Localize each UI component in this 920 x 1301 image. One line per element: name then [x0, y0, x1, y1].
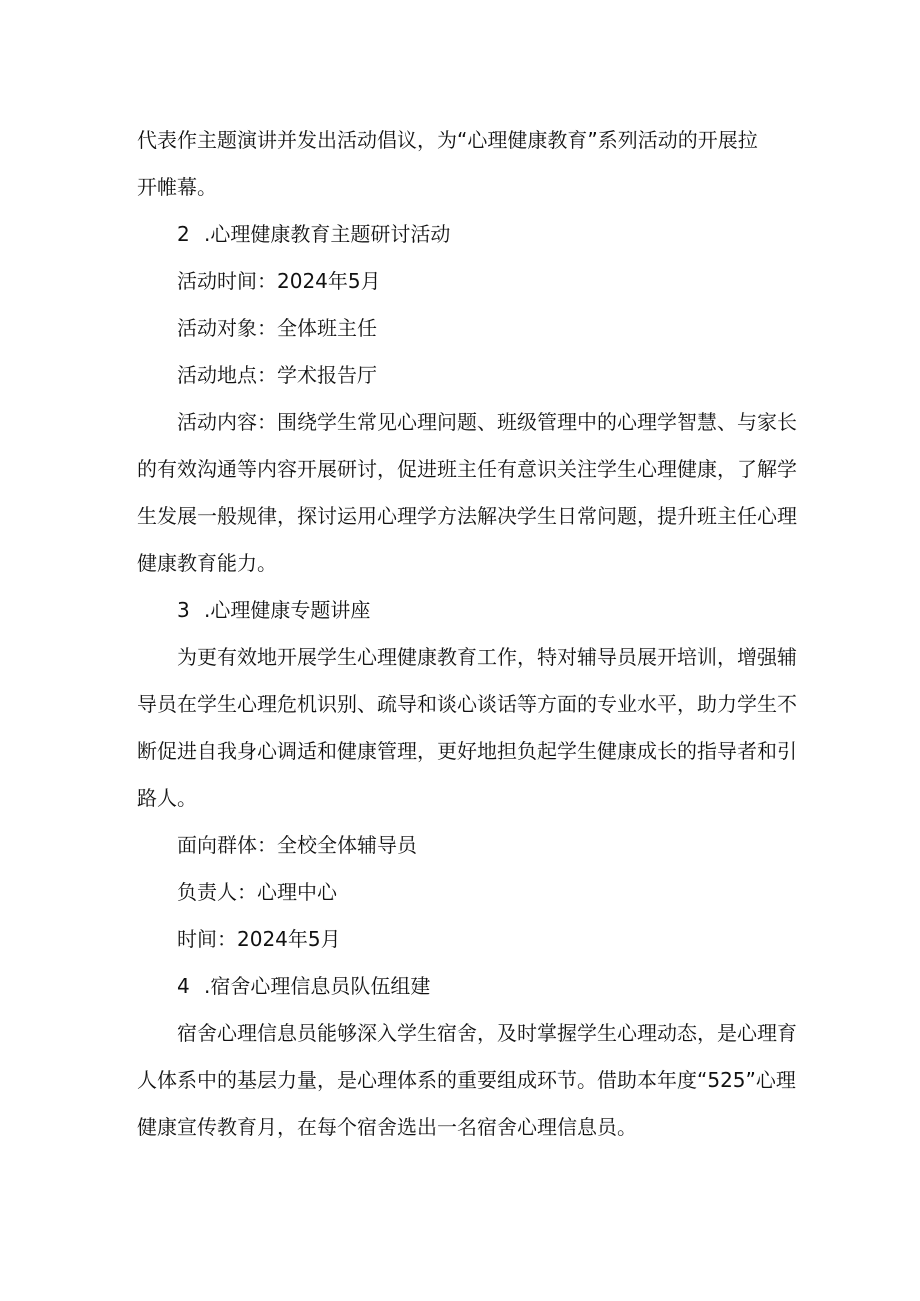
section-heading: [137, 587, 790, 634]
paragraph-line: 人体系中的基层力量，是心理体系的重要组成环节。借助本年度“525”心理: [137, 1068, 796, 1092]
paragraph-line: 路人。: [137, 786, 197, 810]
section-title: .心理健康教育主题研讨活动: [204, 222, 451, 246]
lecture-audience: 面向群体：全校全体辅导员: [177, 833, 417, 857]
section-heading: [137, 963, 790, 1010]
lecture-time: 时间：2024年5月: [177, 927, 341, 951]
paragraph-line: 代表作主题演讲并发出活动倡议，为“心理健康教育”系列活动的开展拉: [137, 128, 758, 152]
section-heading: [137, 211, 790, 258]
paragraph-line: 开帷幕。: [137, 175, 217, 199]
section-number: 4: [177, 974, 190, 998]
activity-location: 活动地点：学术报告厅: [177, 363, 377, 387]
paragraph-line: 活动内容：围绕学生常见心理问题、班级管理中的心理学智慧、与家长: [177, 410, 797, 434]
paragraph-line: 的有效沟通等内容开展研讨，促进班主任有意识关注学生心理健康，了解学: [137, 457, 797, 481]
section-title: .心理健康专题讲座: [204, 598, 371, 622]
activity-target: 活动对象：全体班主任: [177, 316, 377, 340]
paragraph-line: 为更有效地开展学生心理健康教育工作，特对辅导员展开培训，增强辅: [177, 645, 797, 669]
paragraph-line: 生发展一般规律，探讨运用心理学方法解决学生日常问题，提升班主任心理: [137, 504, 797, 528]
paragraph-line: 健康教育能力。: [137, 551, 277, 575]
section-title: .宿舍心理信息员队伍组建: [204, 974, 431, 998]
section-number: 2: [177, 222, 190, 246]
lecture-owner: 负责人：心理中心: [177, 880, 337, 904]
paragraph-line: 断促进自我身心调适和健康管理，更好地担负起学生健康成长的指导者和引: [137, 739, 797, 763]
activity-time: 活动时间：2024年5月: [177, 269, 381, 293]
paragraph-line: 宿舍心理信息员能够深入学生宿舍，及时掌握学生心理动态，是心理育: [177, 1021, 797, 1045]
paragraph-line: 健康宣传教育月，在每个宿舍选出一名宿舍心理信息员。: [137, 1115, 637, 1139]
paragraph-line: 导员在学生心理危机识别、疏导和谈心谈话等方面的专业水平，助力学生不: [137, 692, 797, 716]
section-number: 3: [177, 598, 190, 622]
